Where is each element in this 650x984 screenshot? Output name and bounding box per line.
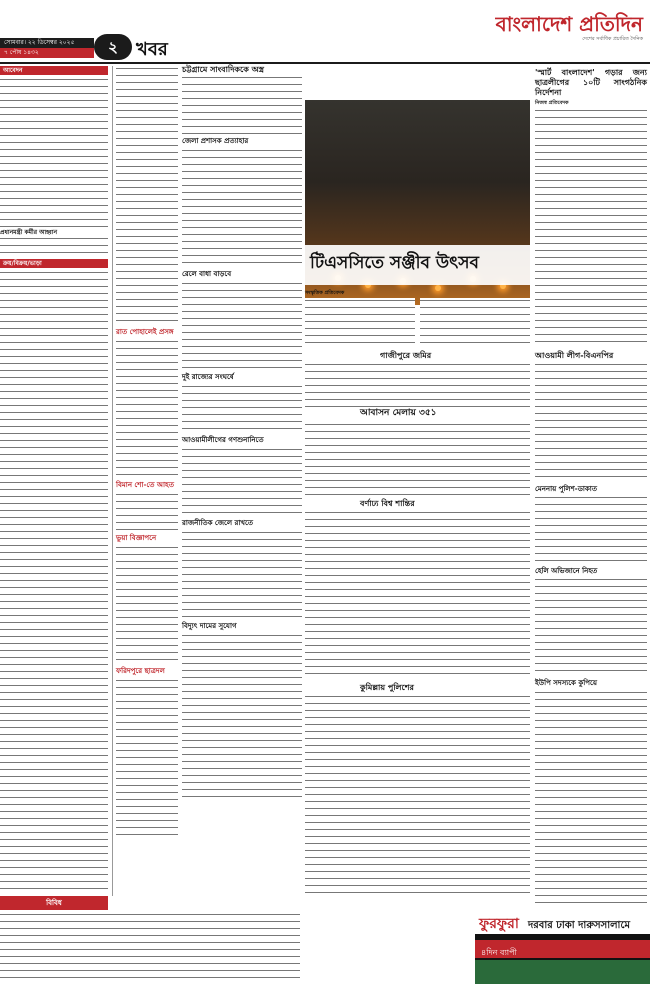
date-line-2: ৭ পৌষ ১৪৩২: [0, 48, 94, 58]
mid-text4: [305, 694, 530, 894]
photo-credit: সংস্কৃতিক প্রতিবেদক: [305, 290, 345, 296]
col2-text-c: [116, 492, 178, 532]
center-column: [182, 66, 302, 896]
notice-body: [0, 77, 108, 227]
page-number: ২: [94, 34, 132, 60]
right-headline: 'স্মার্ট বাংলাদেশ' গড়ার জন্য ছাত্রলীগের ১০টি সাংগঠনিক নির্দেশনা: [535, 68, 647, 97]
notice2-body: [0, 236, 108, 256]
ad-header: [475, 912, 650, 934]
logo-tagline: দেশের সর্বাধিক প্রচারিত দৈনিক: [582, 36, 643, 42]
headline-rat: রাত পোহালেই প্রসঙ্গ: [116, 328, 174, 336]
notice-head: আবেদন: [0, 66, 108, 75]
center-text-g: [182, 633, 302, 803]
mid-text1: [305, 362, 530, 407]
left-column: [0, 66, 108, 896]
headline-faridpur: ফরিদপুরে ছাত্রদল: [116, 667, 165, 675]
second-column: [116, 66, 178, 896]
mid-head4: কুমিল্লায় পুলিশের: [360, 683, 414, 692]
mid-text3: [305, 510, 530, 680]
center-text-f: [182, 530, 302, 620]
right-text-c: [535, 495, 647, 565]
photo-story-b: [420, 298, 530, 348]
mid-head3: বর্ণাঢ্য বিশ্ব শান্তির: [360, 499, 415, 508]
right-head2: আওয়ামী লীগ-বিএনপির: [535, 351, 614, 360]
center-text-d: [182, 384, 302, 434]
classified-body: [0, 270, 108, 890]
right-text-d: [535, 577, 647, 677]
classified-head: ক্রয়/বিক্রয়/ভাড়া: [0, 259, 108, 268]
col2-text-b: [116, 339, 178, 479]
candle-glow: [435, 285, 441, 291]
bottom-label: বিবিধ: [0, 896, 108, 910]
headline-biman: বিমান শো-তে আহত: [116, 481, 174, 489]
center-text-e: [182, 447, 302, 517]
center-sub5: রাজনীতিক জেলে রাখতে: [182, 519, 254, 527]
center-sub4: আওয়ামীলীগের গণশুনানিতে: [182, 436, 264, 444]
right-head4: হেলি অভিজানে নিহত: [535, 567, 598, 575]
center-text-a: [182, 75, 302, 135]
ad-sub: ৪দিন ব্যাপী: [481, 948, 517, 957]
notice2-head: প্রধানমন্ত্রী কর্মীর আহ্বান: [0, 229, 58, 236]
ad-band: [475, 940, 650, 958]
center-text-c: [182, 281, 302, 371]
section-label: খবর: [136, 39, 168, 60]
photo-caption: টিএসসিতে সঞ্জীব উৎসব: [310, 253, 479, 273]
mid-head1: গাজীপুরে জমির: [380, 351, 432, 360]
right-head3: মেননায় পুলিশ-ডাকাত: [535, 485, 598, 493]
mid-text2: [305, 422, 530, 497]
headline-bhuya: ভুয়া বিজ্ঞাপনে: [116, 534, 157, 542]
date-line-1: সোমবার। ২২ ডিসেম্বর ২০২৫: [0, 38, 94, 48]
center-sub1: জেলা প্রশাসক প্রত্যাহার: [182, 137, 249, 145]
center-sub6: বিদ্যুৎ দামের সুযোগ: [182, 622, 237, 630]
right-text-e: [535, 690, 647, 905]
right-text-a: [535, 108, 647, 348]
header-rule: [0, 62, 650, 64]
center-sub3: দুই রাজ্যের সংঘর্ষে: [182, 373, 234, 381]
col-divider-1: [112, 66, 113, 896]
advertisement: [475, 912, 650, 984]
col2-text-e: [116, 678, 178, 838]
center-top-headline: চট্টগ্রামে সাংবাদিককে অস্ত্র: [182, 65, 265, 74]
col2-text-a: [116, 66, 178, 326]
col2-text-d: [116, 545, 178, 665]
bottom-text: [0, 912, 300, 982]
ad-tagline: দরবার ঢাকা দারুসসালামে: [528, 920, 631, 931]
date-box: [0, 38, 94, 60]
center-text-b: [182, 148, 302, 268]
center-sub2: রেলে বাধা বাড়বে: [182, 270, 232, 278]
right-text-b: [535, 362, 647, 482]
right-head5: ইউপি সদস্যকে কুপিয়ে: [535, 679, 597, 687]
ad-brand: ফুরফুরা: [479, 916, 519, 932]
ad-band-green: [475, 960, 650, 984]
mid-head2: আবাসন মেলায় ৩৫১: [360, 408, 437, 418]
newspaper-logo: বাংলাদেশ প্রতিদিন: [495, 12, 643, 36]
photo-story-a: [305, 298, 415, 348]
right-byline: নিজস্ব প্রতিবেদক: [535, 100, 569, 106]
